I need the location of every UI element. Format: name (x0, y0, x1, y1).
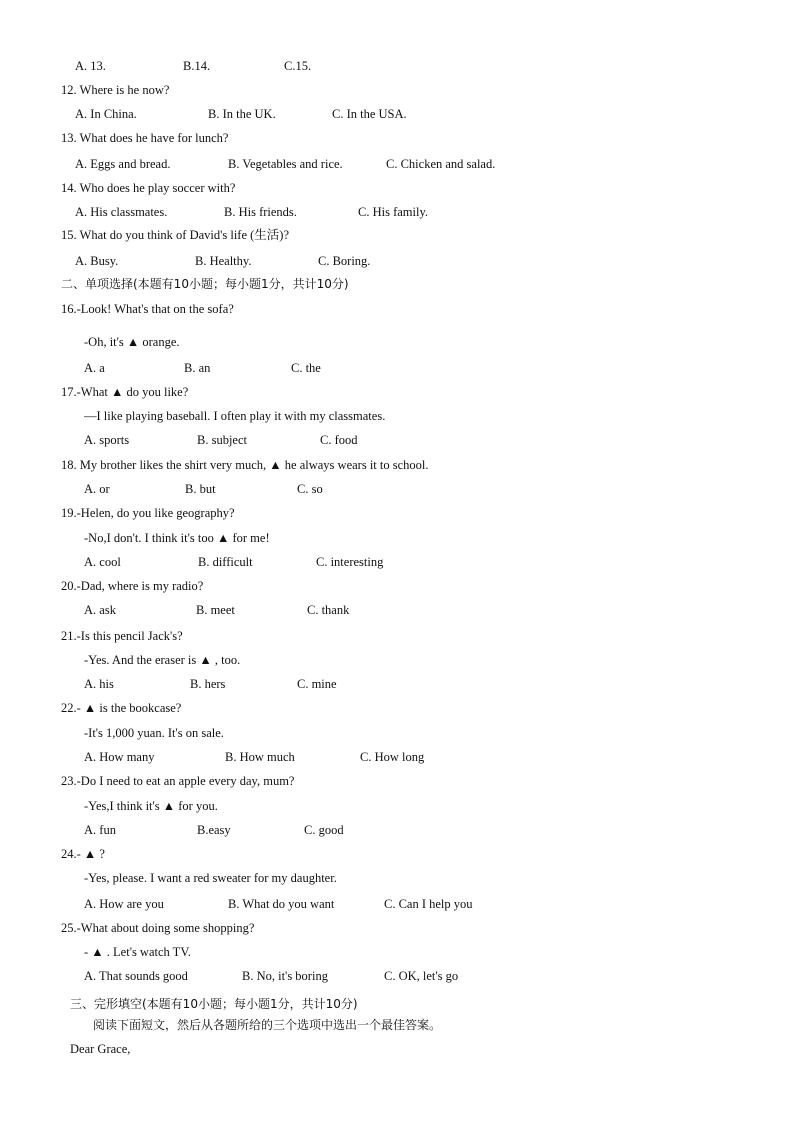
question-21-reply: -Yes. And the eraser is ▲ , too. (84, 653, 241, 667)
option-a: A. In China. (75, 107, 137, 121)
question-23: 23.-Do I need to eat an apple every day, mum? (61, 774, 295, 788)
option-c: C.15. (284, 59, 312, 73)
option-c: C. so (297, 482, 323, 496)
option-b: B. No, it's boring (242, 969, 328, 983)
option-a: A. a (84, 361, 105, 375)
letter-greeting: Dear Grace, (70, 1042, 131, 1056)
option-b: B. Healthy. (195, 254, 252, 268)
question-17: 17.-What ▲ do you like? (61, 385, 189, 399)
section-heading-3: 三、完形填空(本题有10小题；每小题1分，共计10分) (70, 997, 358, 1011)
option-b: B. difficult (198, 555, 253, 569)
question-13: 13. What does he have for lunch? (61, 131, 229, 145)
option-a: A. Eggs and bread. (75, 157, 171, 171)
option-a: A. ask (84, 603, 116, 617)
option-b: B. Vegetables and rice. (228, 157, 343, 171)
option-c: C. Boring. (318, 254, 371, 268)
question-22: 22.- ▲ is the bookcase? (61, 701, 182, 715)
option-c: C. OK, let's go (384, 969, 459, 983)
question-16-reply: -Oh, it's ▲ orange. (84, 335, 180, 349)
option-a: A. his (84, 677, 114, 691)
option-b: B. His friends. (224, 205, 297, 219)
question-23-reply: -Yes,I think it's ▲ for you. (84, 799, 218, 813)
question-25: 25.-What about doing some shopping? (61, 921, 255, 935)
question-24-reply: -Yes, please. I want a red sweater for my daughter. (84, 871, 337, 885)
option-a: A. His classmates. (75, 205, 168, 219)
option-b: B. an (184, 361, 211, 375)
option-b: B. meet (196, 603, 235, 617)
section-instructions: 阅读下面短文，然后从各题所给的三个选项中选出一个最佳答案。 (93, 1018, 442, 1032)
option-c: C. mine (297, 677, 337, 691)
question-24: 24.- ▲ ? (61, 847, 105, 861)
option-a: A. How are you (84, 897, 164, 911)
question-18: 18. My brother likes the shirt very much, ▲ he always wears it to school. (61, 458, 429, 472)
option-c: C. In the USA. (332, 107, 407, 121)
option-c: C. How long (360, 750, 425, 764)
option-b: B.14. (183, 59, 211, 73)
option-a: A. sports (84, 433, 130, 447)
question-21: 21.-Is this pencil Jack's? (61, 629, 183, 643)
option-a: A. How many (84, 750, 155, 764)
option-c: C. thank (307, 603, 350, 617)
option-a: A. That sounds good (84, 969, 188, 983)
question-19-reply: -No,I don't. I think it's too ▲ for me! (84, 531, 270, 545)
option-b: B. subject (197, 433, 247, 447)
option-c: C. His family. (358, 205, 429, 219)
question-20: 20.-Dad, where is my radio? (61, 579, 204, 593)
option-a: A. cool (84, 555, 121, 569)
option-c: C. interesting (316, 555, 384, 569)
option-c: C. the (291, 361, 321, 375)
question-25-reply: - ▲ . Let's watch TV. (84, 945, 191, 959)
option-a: A. fun (84, 823, 116, 837)
option-b: B. In the UK. (208, 107, 276, 121)
option-b: B.easy (197, 823, 231, 837)
question-16: 16.-Look! What's that on the sofa? (61, 302, 234, 316)
question-12: 12. Where is he now? (61, 83, 170, 97)
question-14: 14. Who does he play soccer with? (61, 181, 236, 195)
option-a: A. 13. (75, 59, 106, 73)
option-b: B. but (185, 482, 216, 496)
section-heading-2: 二、单项选择(本题有10小题；每小题1分，共计10分) (61, 277, 349, 291)
option-b: B. What do you want (228, 897, 335, 911)
option-b: B. How much (225, 750, 295, 764)
option-a: A. or (84, 482, 110, 496)
question-19: 19.-Helen, do you like geography? (61, 506, 235, 520)
option-c: C. good (304, 823, 344, 837)
option-c: C. Chicken and salad. (386, 157, 496, 171)
question-17-reply: —I like playing baseball. I often play it with my classmates. (84, 409, 386, 423)
question-15: 15. What do you think of David's life (生活)? (61, 228, 290, 242)
option-c: C. Can I help you (384, 897, 473, 911)
question-22-reply: -It's 1,000 yuan. It's on sale. (84, 726, 224, 740)
option-a: A. Busy. (75, 254, 119, 268)
option-c: C. food (320, 433, 358, 447)
option-b: B. hers (190, 677, 226, 691)
